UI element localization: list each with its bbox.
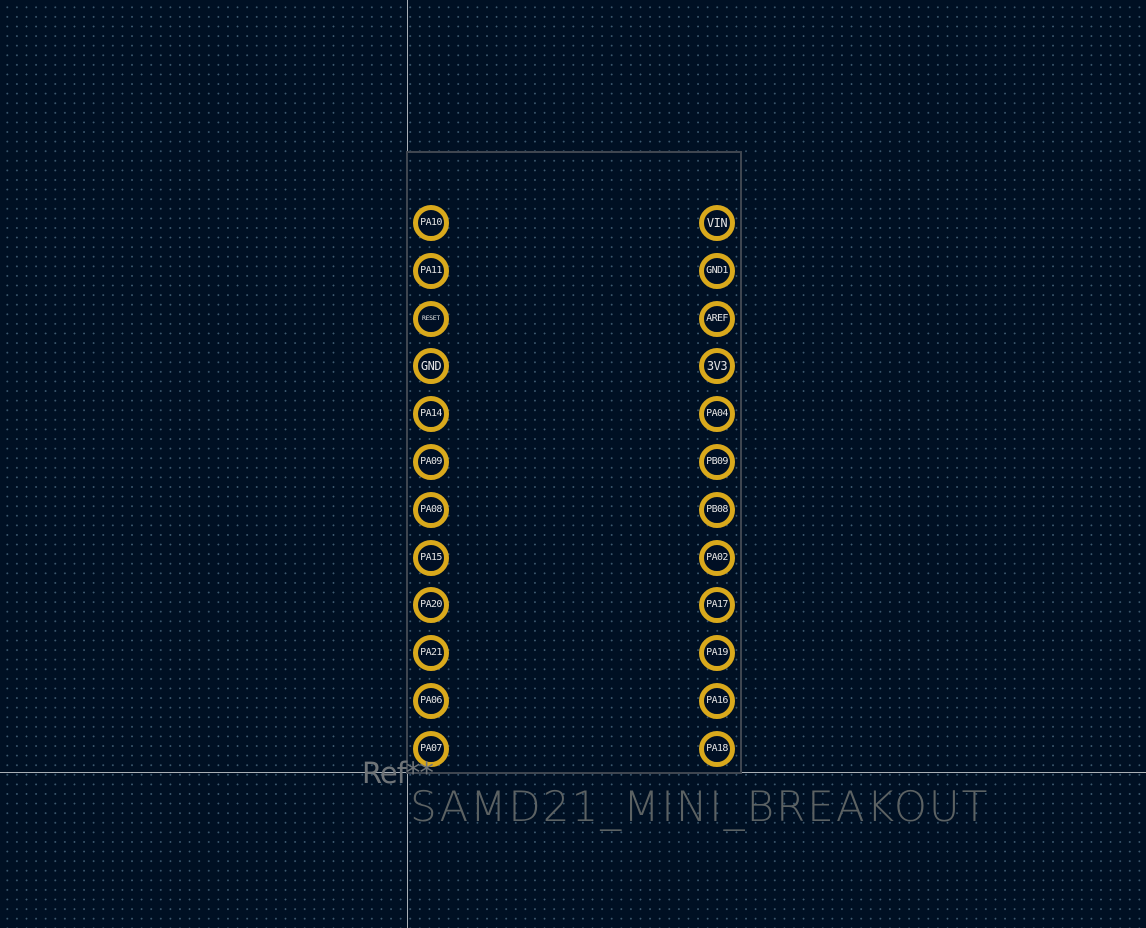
right-pad-vin[interactable]	[699, 205, 735, 241]
pad-label: PB09	[706, 457, 728, 467]
left-pad-pa06[interactable]	[413, 683, 449, 719]
pad-label: GND1	[706, 265, 728, 276]
right-pad-pa16[interactable]	[699, 683, 735, 719]
pad-label: 3V3	[706, 360, 728, 373]
pad-label: GND	[420, 360, 442, 373]
pad-label: PA02	[706, 552, 728, 563]
pad-label: AREF	[706, 313, 728, 324]
right-pad-pa18[interactable]	[699, 731, 735, 767]
left-pad-pa08[interactable]	[413, 492, 449, 528]
pad-label: PA11	[420, 265, 442, 276]
left-pad-pa21[interactable]	[413, 635, 449, 671]
right-pad-pa19[interactable]	[699, 635, 735, 671]
right-pad-pa02[interactable]	[699, 540, 735, 576]
pad-label: PA21	[420, 648, 442, 659]
left-pad-pa09[interactable]	[413, 444, 449, 480]
left-pad-pa14[interactable]	[413, 396, 449, 432]
right-pad-aref[interactable]	[699, 301, 735, 337]
left-pad-pa15[interactable]	[413, 540, 449, 576]
pad-label: PA20	[420, 600, 442, 611]
reference-designator[interactable]: Ref**	[362, 756, 433, 790]
right-pad-pb08[interactable]	[699, 492, 735, 528]
pad-label: PA08	[420, 504, 442, 515]
right-pad-pa04[interactable]	[699, 396, 735, 432]
pad-label: PA15	[420, 552, 442, 563]
pad-label: PA09	[420, 457, 442, 467]
pad-label: VIN	[706, 217, 728, 229]
pad-label: PA19	[706, 648, 728, 659]
right-pad-pb09[interactable]	[699, 444, 735, 480]
pad-label: PB08	[706, 504, 728, 515]
pad-label: PA17	[706, 600, 728, 611]
pad-label: PA10	[420, 218, 442, 228]
right-pad-gnd1[interactable]	[699, 253, 735, 289]
pad-label: PA14	[420, 409, 442, 420]
footprint-value[interactable]: SAMD21_MINI_BREAKOUT	[410, 782, 990, 831]
left-pad-reset[interactable]	[413, 301, 449, 337]
pad-label: PA07	[420, 743, 442, 754]
pad-label: PA04	[706, 409, 728, 420]
pad-label: PA18	[706, 743, 728, 754]
footprint-outline[interactable]	[406, 151, 742, 774]
left-pad-pa10[interactable]	[413, 205, 449, 241]
pad-label: PA06	[420, 696, 442, 706]
left-pad-pa11[interactable]	[413, 253, 449, 289]
pad-label: PA16	[706, 696, 728, 706]
pad-label: RESET	[421, 315, 441, 322]
